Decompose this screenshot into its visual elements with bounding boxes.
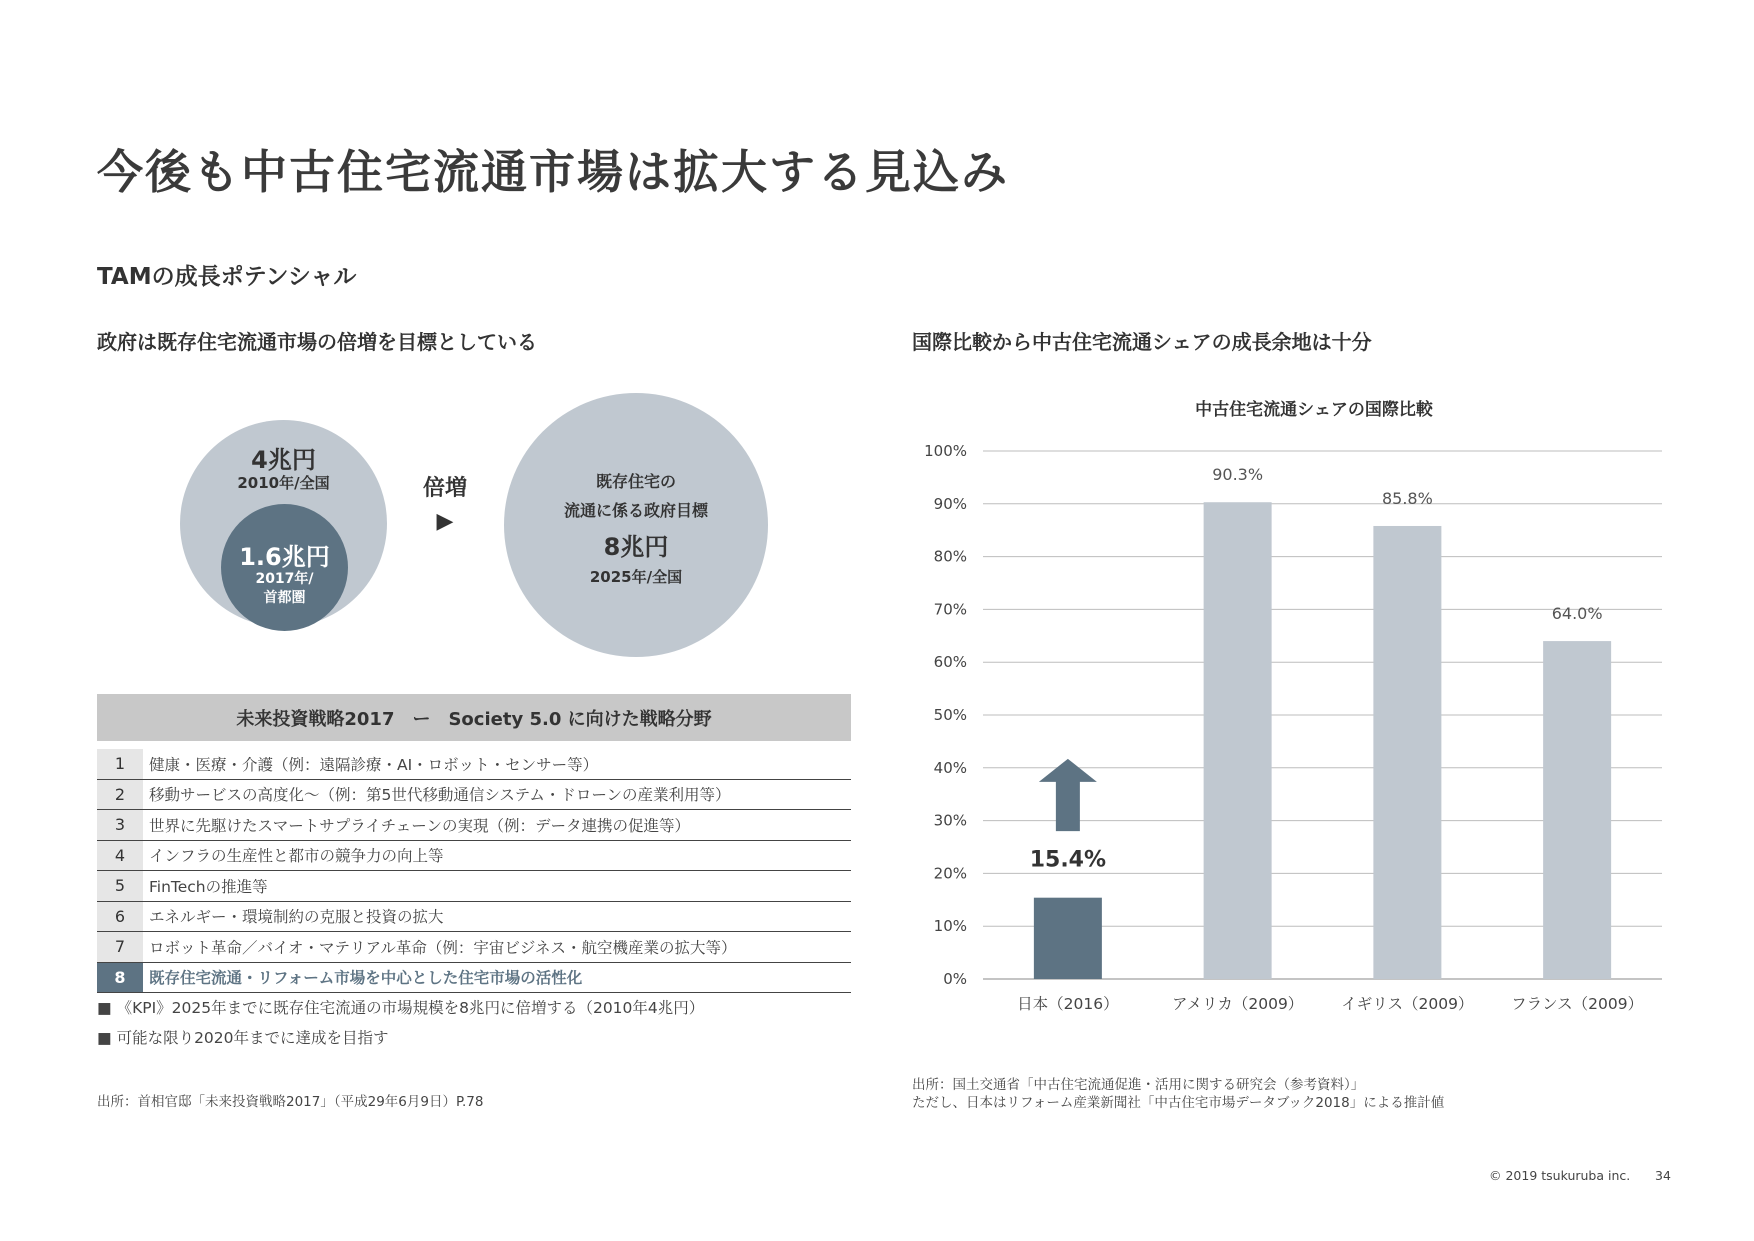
row-number: 1 [97,749,143,779]
y-tick-label: 20% [933,864,967,883]
x-category-label: フランス（2009） [1511,995,1644,1013]
arrow-right-icon: ▶ [436,509,454,534]
target-value: 8兆円 [603,533,669,561]
page-subtitle: TAMの成長ポテンシャル [97,264,357,290]
y-tick-label: 0% [943,970,967,988]
strategy-table-header: 未来投資戦略2017 ー Society 5.0 に向けた戦略分野 [97,694,851,741]
row-number: 4 [97,841,143,871]
target-year-bullet: ■ 可能な限り2020年までに達成を目指す [97,1029,389,1047]
row-text: インフラの生産性と都市の競争力の向上等 [149,847,444,866]
left-source-note: 出所：首相官邸「未来投資戦略2017」（平成29年6月9日）P.78 [97,1094,484,1110]
row-text: FinTechの推進等 [149,877,268,896]
bar-4 [1543,641,1611,979]
bar-3 [1373,526,1441,979]
row-text: エネルギー・環境制約の克服と投資の拡大 [149,908,444,927]
page-number: 34 [1655,1168,1671,1183]
row-number: 5 [97,871,143,901]
data-label: 15.4% [1029,847,1107,873]
circle-market-2010-value: 4兆円 [251,446,316,474]
copyright: © 2019 tsukuruba inc. [1489,1168,1631,1183]
y-tick-label: 30% [933,811,967,830]
y-tick-label: 10% [933,917,967,936]
circle-market-2017-value: 1.6兆円 [239,543,330,571]
row-number: 3 [97,810,143,840]
right-section-heading: 国際比較から中古住宅流通シェアの成長余地は十分 [912,330,1372,354]
right-source-note-2: ただし、日本はリフォーム産業新聞社「中古住宅市場データブック2018」による推計値 [912,1095,1445,1111]
right-source-note-1: 出所：国土交通省「中古住宅流通促進・活用に関する研究会（参考資料）」 [912,1077,1365,1093]
row-number: 2 [97,780,143,810]
page-title: 今後も中古住宅流通市場は拡大する見込み [97,145,1009,199]
y-tick-label: 40% [933,758,967,777]
table-row [97,749,851,780]
row-text: 既存住宅流通・リフォーム市場を中心とした住宅市場の活性化 [149,969,583,988]
y-tick-label: 80% [933,547,967,566]
target-caption: 2025年/全国 [589,568,683,586]
table-row [97,902,851,933]
data-label: 64.0% [1551,604,1603,624]
circle-market-2017-caption-1: 2017年/ [255,571,314,587]
share-comparison-chart [900,390,1680,1030]
y-tick-label: 100% [924,442,967,460]
row-text: 世界に先駆けたスマートサプライチェーンの実現（例：データ連携の促進等） [149,816,690,835]
row-number: 7 [97,932,143,962]
double-label: 倍増 [422,476,467,501]
bar-1 [1034,898,1102,979]
strategy-table [97,749,851,993]
x-category-label: アメリカ（2009） [1171,995,1304,1013]
y-tick-label: 70% [933,600,967,619]
data-label: 90.3% [1212,465,1264,485]
row-text: 移動サービスの高度化〜（例：第5世代移動通信システム・ドローンの産業利用等） [149,786,731,805]
circle-market-2017-caption-2: 首都圏 [263,590,306,606]
y-tick-label: 60% [933,653,967,672]
table-row [97,841,851,872]
bar-2 [1204,502,1272,979]
table-row [97,932,851,963]
row-number: 6 [97,902,143,932]
target-line-1: 既存住宅の [595,472,676,491]
y-tick-label: 90% [933,494,967,513]
kpi-bullet: ■ 《KPI》2025年までに既存住宅流通の市場規模を8兆円に倍増する（2010年4兆円） [97,999,705,1017]
y-tick-label: 50% [933,706,967,724]
table-row [97,780,851,811]
left-section-heading: 政府は既存住宅流通市場の倍増を目標としている [97,330,537,354]
data-label: 85.8% [1381,488,1433,508]
x-category-label: イギリス（2009） [1341,995,1474,1013]
row-text: ロボット革命／バイオ・マテリアル革命（例：宇宙ビジネス・航空機産業の拡大等） [149,938,737,957]
table-row-highlighted [97,963,851,994]
table-row [97,810,851,841]
table-row [97,871,851,902]
x-category-label: 日本（2016） [1017,995,1119,1013]
row-text: 健康・医療・介護（例：遠隔診療・AI・ロボット・センサー等） [149,755,599,774]
row-number: 8 [97,963,143,993]
target-line-2: 流通に係る政府目標 [563,501,708,520]
circle-government-target [504,393,768,657]
circle-market-2010-caption: 2010年/全国 [237,474,330,492]
chart-title: 中古住宅流通シェアの国際比較 [1195,400,1433,420]
